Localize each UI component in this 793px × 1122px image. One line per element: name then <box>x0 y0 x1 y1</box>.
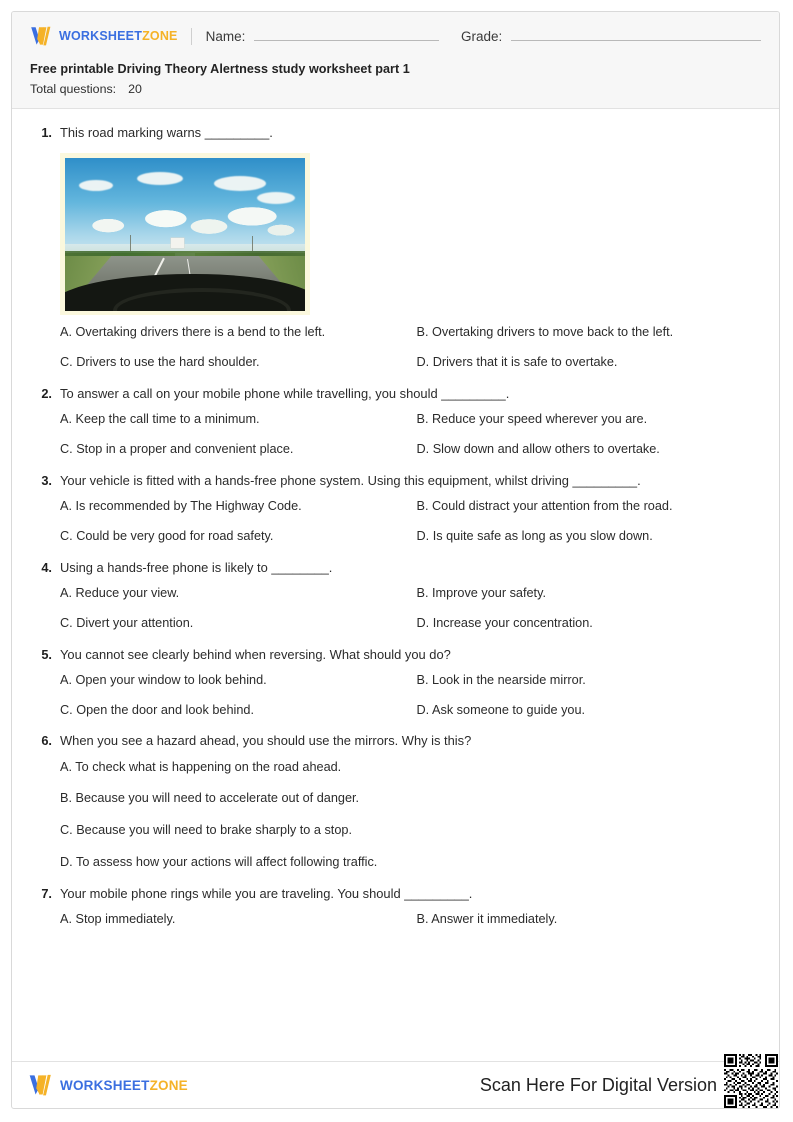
option-d[interactable]: D. To assess how your actions will affect following traffic. <box>60 855 378 870</box>
question-options <box>30 586 761 632</box>
question-heading <box>30 886 761 902</box>
questions-list <box>12 109 779 1061</box>
name-label: Name: <box>205 28 246 44</box>
question-options <box>30 912 761 928</box>
grade-field[interactable] <box>461 29 761 44</box>
header-divider <box>191 28 192 45</box>
total-questions-label: Total questions: <box>30 82 117 96</box>
question-item <box>30 125 761 371</box>
option-a[interactable]: A. Stop immediately. <box>60 912 176 927</box>
option-d[interactable]: D. Is quite safe as long as you slow down. <box>416 528 653 543</box>
option-b[interactable]: B. Look in the nearside mirror. <box>416 672 586 687</box>
option-a[interactable]: A. Keep the call time to a minimum. <box>60 412 260 426</box>
total-questions-value: 20 <box>128 82 142 96</box>
question-heading <box>30 560 761 576</box>
question-number: 2. <box>41 385 52 401</box>
header-top-row <box>30 23 761 49</box>
question-number: 3. <box>41 472 52 488</box>
grade-input-rule[interactable] <box>511 29 761 41</box>
brand-name-part2: ZONE <box>149 1077 188 1093</box>
question-options <box>30 412 761 458</box>
worksheet-header <box>12 12 779 109</box>
option-a[interactable]: A. Open your window to look behind. <box>60 672 267 687</box>
brand-name-part2: ZONE <box>142 29 178 43</box>
option-a[interactable]: A. Is recommended by The Highway Code. <box>60 498 302 513</box>
photo-roadside-sign <box>171 238 184 248</box>
worksheet-footer <box>12 1061 779 1108</box>
option-a[interactable]: A. Overtaking drivers there is a bend to the left. <box>60 325 326 340</box>
option-b[interactable]: B. Improve your safety. <box>416 585 547 600</box>
option-b[interactable]: B. Reduce your speed wherever you are. <box>416 412 648 426</box>
option-b[interactable]: B. Because you will need to accelerate out of danger. <box>60 791 360 806</box>
question-heading <box>30 386 761 402</box>
option-d[interactable]: D. Drivers that it is safe to overtake. <box>416 355 618 369</box>
photo-pole <box>130 235 131 252</box>
photo-cloud <box>79 180 113 191</box>
name-field[interactable] <box>206 29 439 44</box>
question-heading <box>30 125 761 141</box>
question-number: 7. <box>41 886 52 901</box>
photo-clouds <box>65 198 305 244</box>
option-d[interactable]: D. Ask someone to guide you. <box>416 702 586 717</box>
photo-pole <box>252 236 253 251</box>
option-c[interactable]: C. Divert your attention. <box>60 615 194 630</box>
road-photo-image <box>65 158 305 311</box>
worksheetzone-v-logo-icon <box>30 26 53 46</box>
question-text: To answer a call on your mobile phone while travelling, you should _________. <box>60 385 510 401</box>
question-item <box>30 886 761 928</box>
question-text: This road marking warns _________. <box>60 125 273 140</box>
brand-logo-footer <box>28 1074 188 1096</box>
question-item <box>30 560 761 632</box>
option-c[interactable]: C. Drivers to use the hard shoulder. <box>60 355 260 369</box>
photo-cloud <box>137 172 183 185</box>
question-text: You cannot see clearly behind when reversing. What should you do? <box>60 646 451 662</box>
question-text: Your mobile phone rings while you are traveling. You should _________. <box>60 886 473 901</box>
question-text: Using a hands-free phone is likely to ________. <box>60 559 333 575</box>
question-figure <box>60 153 761 315</box>
total-questions-row <box>30 82 761 96</box>
question-options <box>30 760 761 872</box>
question-item <box>30 647 761 719</box>
option-b[interactable]: B. Answer it immediately. <box>416 912 558 927</box>
worksheetzone-v-logo-icon <box>28 1074 54 1096</box>
worksheet-title: Free printable Driving Theory Alertness study worksheet part 1 <box>30 62 410 76</box>
question-item <box>30 386 761 458</box>
question-text: When you see a hazard ahead, you should use the mirrors. Why is this? <box>60 733 472 749</box>
option-c[interactable]: C. Because you will need to brake sharply to a stop. <box>60 823 352 838</box>
option-a[interactable]: A. To check what is happening on the road ahead. <box>60 759 342 774</box>
photo-frame <box>60 153 310 315</box>
question-options <box>30 673 761 719</box>
option-a[interactable]: A. Reduce your view. <box>60 585 180 600</box>
option-c[interactable]: C. Open the door and look behind. <box>60 702 254 717</box>
question-item <box>30 473 761 545</box>
brand-name-header <box>59 29 178 43</box>
brand-name-part1: WORKSHEET <box>60 1077 150 1093</box>
scan-prompt-text: Scan Here For Digital Version <box>479 1074 717 1095</box>
question-number: 4. <box>41 559 52 575</box>
name-input-rule[interactable] <box>254 29 439 41</box>
option-d[interactable]: D. Increase your concentration. <box>416 615 593 630</box>
question-text: Your vehicle is fitted with a hands-free phone system. Using this equipment, whilst driving _________. <box>60 472 641 488</box>
option-c[interactable]: C. Stop in a proper and convenient place. <box>60 441 294 456</box>
option-d[interactable]: D. Slow down and allow others to overtake. <box>416 441 660 456</box>
question-number: 5. <box>41 646 52 662</box>
question-heading <box>30 733 761 749</box>
question-number: 6. <box>41 733 52 749</box>
question-number: 1. <box>41 125 52 140</box>
worksheet-page <box>11 11 780 1109</box>
brand-name-footer <box>60 1078 188 1093</box>
qr-code-icon[interactable] <box>724 1054 778 1108</box>
question-options <box>30 499 761 545</box>
option-b[interactable]: B. Could distract your attention from the road. <box>416 498 673 513</box>
photo-cloud <box>257 192 295 204</box>
question-heading <box>30 473 761 489</box>
brand-name-part1: WORKSHEET <box>59 29 143 43</box>
question-item <box>30 733 761 871</box>
option-c[interactable]: C. Could be very good for road safety. <box>60 528 274 543</box>
question-heading <box>30 647 761 663</box>
option-b[interactable]: B. Overtaking drivers to move back to the left. <box>416 325 674 340</box>
grade-label: Grade: <box>461 28 503 44</box>
brand-logo-header <box>30 26 178 46</box>
question-options <box>30 325 761 371</box>
